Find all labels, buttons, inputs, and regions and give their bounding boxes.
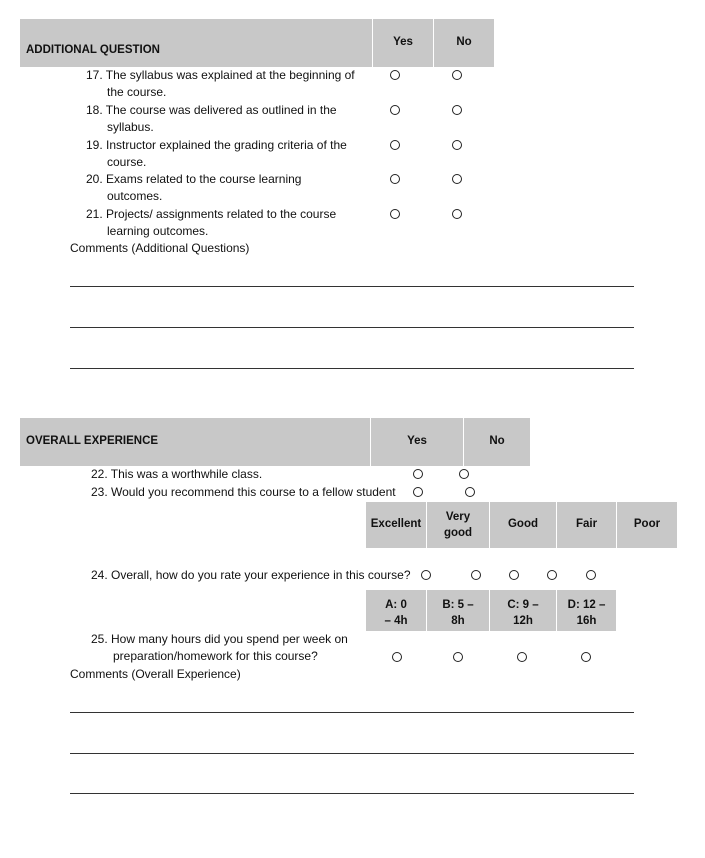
overall-comments-label: Comments (Overall Experience)	[70, 667, 241, 681]
hours-d-label	[557, 597, 616, 629]
hours-b-line2: 8h	[451, 615, 465, 627]
rating-fair-label: Fair	[575, 518, 598, 530]
rating-very-good-line1: Very	[445, 511, 471, 523]
question-20	[86, 171, 301, 205]
q25-c-radio[interactable]	[517, 652, 527, 662]
overall-comment-line-2[interactable]	[70, 753, 634, 754]
q24-excellent-radio[interactable]	[421, 570, 431, 580]
q18-no-radio[interactable]	[452, 105, 462, 115]
q20-yes-radio[interactable]	[390, 174, 400, 184]
q24-very-good-radio[interactable]	[471, 570, 481, 580]
q24-good-radio[interactable]	[509, 570, 519, 580]
question-21-line1: 21. Projects/ assignments related to the course	[86, 207, 337, 221]
q24-fair-radio[interactable]	[547, 570, 557, 580]
question-20-line1: 20. Exams related to the course learning	[86, 172, 302, 186]
question-18-line1: 18. The course was delivered as outlined in the	[86, 103, 337, 117]
hours-a-line1: A: 0	[385, 599, 407, 611]
hours-b-label	[427, 597, 489, 629]
question-25-line2: preparation/homework for this course?	[113, 649, 318, 663]
question-17-line2: the course.	[107, 85, 167, 99]
additional-header-bar	[20, 19, 372, 67]
additional-comment-line-2[interactable]	[70, 327, 634, 328]
hours-b-line1: B: 5 –	[442, 599, 474, 611]
question-17-line1: 17. The syllabus was explained at the beginning of	[86, 68, 355, 82]
question-21	[86, 206, 336, 240]
overall-comment-line-3[interactable]	[70, 793, 634, 794]
question-19-line2: course.	[107, 155, 147, 169]
question-25-line1: 25. How many hours did you spend per week on	[91, 632, 348, 646]
hours-d-line1: D: 12 –	[567, 599, 606, 611]
hours-d-line2: 16h	[576, 615, 597, 627]
hours-a-label	[366, 597, 426, 629]
q17-no-radio[interactable]	[452, 70, 462, 80]
question-19	[86, 137, 347, 171]
question-18	[86, 102, 337, 136]
question-17	[86, 67, 355, 101]
additional-comments-label: Comments (Additional Questions)	[70, 241, 250, 255]
additional-no-label: No	[456, 36, 472, 48]
overall-comment-line-1[interactable]	[70, 712, 634, 713]
q18-yes-radio[interactable]	[390, 105, 400, 115]
q19-yes-radio[interactable]	[390, 140, 400, 150]
q21-yes-radio[interactable]	[390, 209, 400, 219]
question-25	[91, 631, 348, 665]
question-22: 22. This was a worthwhile class.	[91, 467, 263, 481]
overall-no-label: No	[489, 435, 505, 447]
overall-section-title: OVERALL EXPERIENCE	[26, 435, 159, 447]
q23-no-radio[interactable]	[465, 487, 475, 497]
question-20-line2: outcomes.	[107, 189, 163, 203]
additional-comment-line-3[interactable]	[70, 368, 634, 369]
question-23: 23. Would you recommend this course to a fellow student	[91, 485, 396, 499]
question-24: 24. Overall, how do you rate your experience in this course?	[91, 568, 411, 582]
q22-yes-radio[interactable]	[413, 469, 423, 479]
q17-yes-radio[interactable]	[390, 70, 400, 80]
overall-yes-label: Yes	[407, 435, 427, 447]
q25-a-radio[interactable]	[392, 652, 402, 662]
additional-section-title: ADDITIONAL QUESTION	[26, 44, 160, 56]
q20-no-radio[interactable]	[452, 174, 462, 184]
q25-b-radio[interactable]	[453, 652, 463, 662]
question-19-line1: 19. Instructor explained the grading criteria of the	[86, 138, 347, 152]
additional-yes-label: Yes	[393, 36, 413, 48]
hours-c-line1: C: 9 –	[507, 599, 539, 611]
hours-a-line2: – 4h	[384, 615, 408, 627]
rating-good-label: Good	[507, 518, 539, 530]
rating-excellent-label: Excellent	[370, 518, 422, 530]
q24-poor-radio[interactable]	[586, 570, 596, 580]
question-18-line2: syllabus.	[107, 120, 154, 134]
hours-c-line2: 12h	[513, 615, 533, 627]
q25-d-radio[interactable]	[581, 652, 591, 662]
q21-no-radio[interactable]	[452, 209, 462, 219]
q22-no-radio[interactable]	[459, 469, 469, 479]
rating-very-good-line2: good	[443, 527, 473, 539]
question-21-line2: learning outcomes.	[107, 224, 209, 238]
rating-poor-label: Poor	[633, 518, 661, 530]
additional-comment-line-1[interactable]	[70, 286, 634, 287]
hours-c-label	[490, 597, 556, 629]
rating-very-good-label	[427, 509, 489, 541]
q19-no-radio[interactable]	[452, 140, 462, 150]
q23-yes-radio[interactable]	[413, 487, 423, 497]
